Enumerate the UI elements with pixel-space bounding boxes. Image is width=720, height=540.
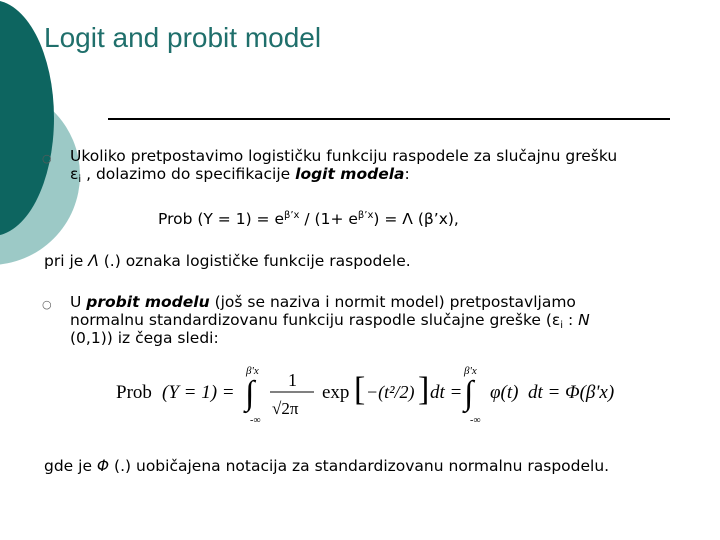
title-divider bbox=[108, 118, 670, 120]
probit-formula bbox=[100, 360, 660, 430]
para2-p2: (.) uobičajena notacija za standardizovanu normalnu raspodelu. bbox=[109, 457, 610, 475]
bullet-2-marker: ○ bbox=[42, 298, 52, 311]
bullet-1-text-b: , dolazimo do specifikacije bbox=[81, 165, 296, 183]
bullet-1-line2 bbox=[70, 166, 410, 188]
probit-t2: −(t²/2) bbox=[366, 382, 415, 402]
logit-sup2: β’x bbox=[357, 210, 374, 221]
lambda-symbol: Λ bbox=[88, 252, 99, 270]
paragraph-1 bbox=[44, 253, 411, 270]
left-bracket: [ bbox=[354, 371, 366, 408]
para1-p2: (.) oznaka logističke funkcije raspodele. bbox=[98, 252, 411, 270]
bullet-2-line3: (0,1)) iz čega sledi: bbox=[70, 329, 219, 347]
bullet-1-marker: ○ bbox=[42, 152, 52, 165]
integral-sign-2: ∫ bbox=[464, 375, 474, 412]
epsilon-symbol: ε bbox=[70, 165, 79, 183]
bullet-2-p1: (još se naziva i normit model) pretpostavljamo bbox=[209, 293, 576, 311]
bullet-2-subscript: i bbox=[560, 320, 564, 331]
probit-y-eq: (Y = 1) = bbox=[162, 382, 235, 403]
probit-upper-limit-2: β'x bbox=[464, 365, 477, 377]
probit-lower-limit-1: -∞ bbox=[250, 415, 261, 426]
slide-title: Logit and probit model bbox=[44, 22, 322, 53]
para2-p1: gde je bbox=[44, 457, 97, 475]
logit-p1: Prob (Y = 1) = e bbox=[158, 210, 284, 228]
phi-symbol: Φ bbox=[96, 457, 110, 475]
probit-upper-limit-1: β'x bbox=[246, 365, 259, 377]
bullet-2-p2: : bbox=[563, 311, 579, 329]
probit-model-emphasis: probit modelu bbox=[86, 293, 210, 311]
para1-p1: pri je bbox=[44, 252, 89, 270]
probit-dt2: dt = Φ(β'x) bbox=[528, 382, 615, 403]
probit-lower-limit-2: -∞ bbox=[470, 415, 481, 426]
bullet-2-lead: U bbox=[70, 293, 87, 311]
probit-fraction-den: √2π bbox=[272, 399, 299, 418]
logit-p2: / (1+ e bbox=[299, 210, 358, 228]
logit-p3: ) = Λ (β’x), bbox=[373, 210, 459, 228]
bullet-1-text-c: : bbox=[404, 165, 410, 183]
right-bracket: ] bbox=[418, 371, 430, 408]
bullet-2-line2-text: normalnu standardizovanu funkciju raspodle slučajne greške (ε bbox=[70, 311, 561, 329]
normal-n: N bbox=[578, 311, 590, 329]
probit-fraction-num: 1 bbox=[288, 370, 297, 390]
logit-model-emphasis: logit modela bbox=[295, 165, 405, 183]
bullet-2-line1 bbox=[70, 294, 576, 311]
epsilon-subscript: i bbox=[78, 174, 82, 185]
probit-dt1: dt = bbox=[430, 382, 463, 403]
logit-formula bbox=[158, 207, 459, 228]
logit-sup1: β’x bbox=[284, 210, 300, 221]
paragraph-2 bbox=[44, 458, 609, 475]
probit-exp: exp bbox=[322, 382, 350, 403]
bullet-1-line1: Ukoliko pretpostavimo logističku funkciju raspodele za slučajnu grešku bbox=[70, 147, 618, 165]
probit-prob: Prob bbox=[116, 382, 152, 403]
probit-phi: φ(t) bbox=[490, 382, 519, 403]
integral-sign-1: ∫ bbox=[245, 375, 255, 412]
